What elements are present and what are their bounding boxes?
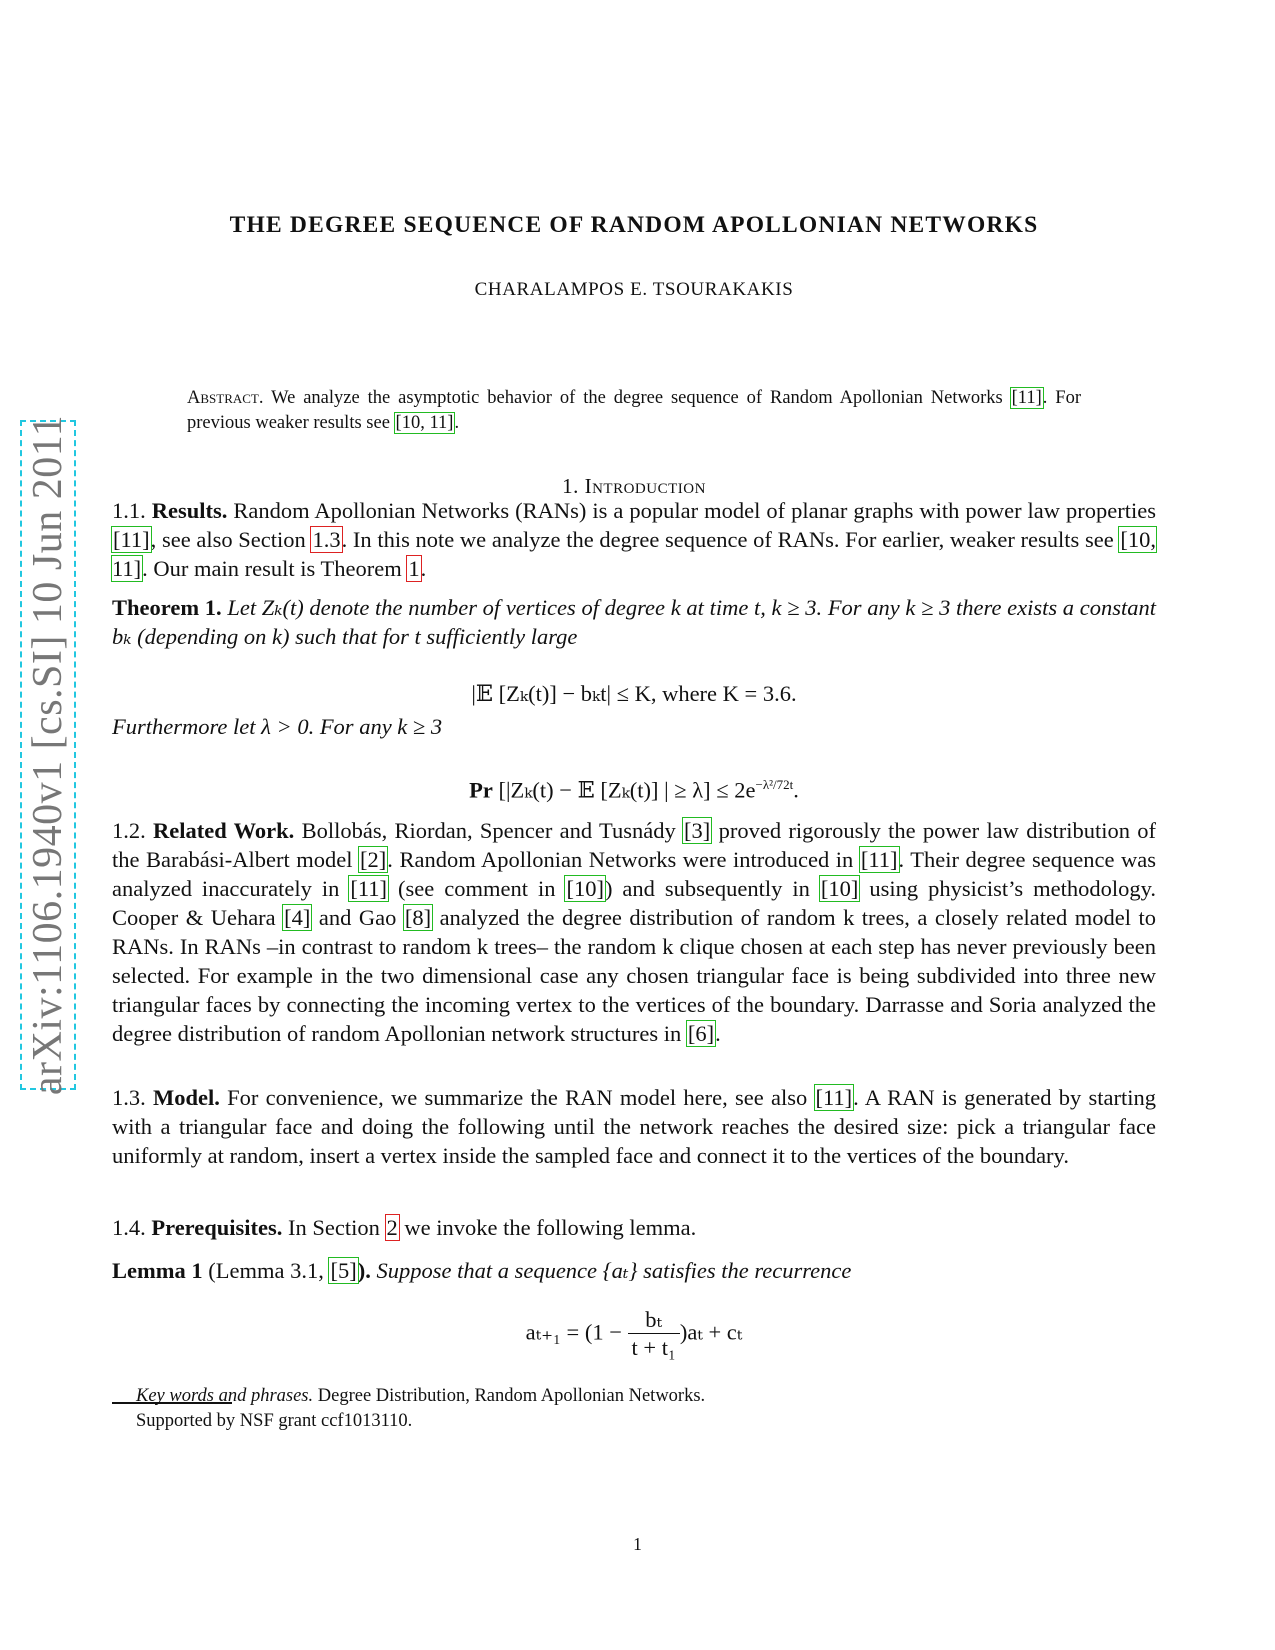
paragraph-text: Bollobás, Riordan, Spencer and Tusnády <box>301 818 676 843</box>
abstract-label: Abstract. <box>187 388 264 408</box>
paragraph-text: In Section <box>288 1215 380 1240</box>
paragraph-text: , see also Section <box>150 527 306 552</box>
subsection-number: 1.2. <box>112 818 146 843</box>
lemma-text: Suppose that a sequence {aₜ} satisfies the recurrence <box>376 1258 852 1283</box>
probability-operator: Pr <box>469 777 493 803</box>
section-number: 1. <box>562 474 579 498</box>
equation-fraction <box>628 1307 680 1362</box>
equation-body: [|Zₖ(t) − 𝔼 [Zₖ(t)] | ≥ λ] ≤ 2e <box>498 777 756 803</box>
citation-link[interactable]: [11] <box>860 847 898 872</box>
theorem-label: Theorem 1. <box>112 595 222 620</box>
abstract <box>187 386 1081 436</box>
paragraph-text: analyzed the degree distribution of random k trees, a closely related model to RANs. In RANs –in contrast to random k trees– the random k clique chosen at each step has never previously been selected. For example in the two dimensional case any chosen triangular face is being subdivided into three new triangular faces by connecting the incoming vertex to the vertices of the boundary. Darrasse and Soria analyzed the degree distribution of random Apollonian network structures in <box>112 905 1156 1046</box>
citation-link[interactable]: [5] <box>330 1258 357 1283</box>
equation-end: . <box>793 777 799 803</box>
section-ref-link[interactable]: 2 <box>386 1215 398 1240</box>
page-number: 1 <box>633 1534 642 1554</box>
paragraph-text: using physicist’s methodology. Cooper & Uehara <box>112 876 1157 930</box>
arxiv-stamp <box>20 414 76 1096</box>
section-ref-link[interactable]: 1.3 <box>312 527 341 552</box>
section-title: Introduction <box>584 474 706 498</box>
citation-link[interactable]: [11] <box>1011 388 1042 408</box>
arxiv-identifier: arXiv:1106.1940v1 [cs.SI] 10 Jun 2011 <box>25 414 71 1096</box>
paragraph-text: . <box>420 556 427 581</box>
subsection-heading: Related Work. <box>153 818 295 843</box>
fraction-numerator: bₜ <box>628 1307 680 1334</box>
subsection-number: 1.4. <box>112 1215 146 1240</box>
footnote-support: Supported by NSF grant ccf1013110. <box>136 1411 413 1431</box>
paragraph-text: . Their degree sequence was analyzed inaccurately in <box>112 847 1157 901</box>
abstract-text: . For previous weaker results see <box>187 388 1081 433</box>
citation-link[interactable]: [11] <box>350 876 388 901</box>
paragraph-text: and Gao <box>318 905 397 930</box>
equation-expectation: |𝔼 [Zₖ(t)] − bₖt| ≤ K, where K = 3.6. <box>471 681 797 706</box>
citation-link[interactable]: [6] <box>687 1021 715 1046</box>
citation-link[interactable]: [10, 11] <box>112 527 1157 581</box>
lemma-source-close: ). <box>357 1258 371 1283</box>
citation-link[interactable]: [2] <box>360 847 387 872</box>
subsection-heading: Model. <box>153 1085 220 1110</box>
subsection-heading: Results. <box>151 498 228 523</box>
citation-link[interactable]: [10, 11] <box>395 413 454 433</box>
model-paragraph <box>112 1083 1156 1170</box>
lemma-statement <box>112 1256 1156 1285</box>
theorem-text: Furthermore let λ > 0. For any k ≥ 3 <box>112 714 443 739</box>
paragraph-text: ) and subsequently in <box>604 876 810 901</box>
paragraph-text: . In this note we analyze the degree sequence of RANs. For earlier, weaker results see <box>341 527 1114 552</box>
theorem-continuation <box>112 712 1156 741</box>
paragraph-text: (see comment in <box>398 876 556 901</box>
paragraph-text: . Our main result is Theorem <box>142 556 402 581</box>
paragraph-text: . A RAN is generated by starting with a triangular face and doing the following until the network reaches the desired size: pick a triangular face uniformly at random, insert a vertex inside the sampled face and connect it to the vertices of the boundary. <box>112 1085 1157 1168</box>
subsection-number: 1.3. <box>112 1085 146 1110</box>
paragraph-text: For convenience, we summarize the RAN model here, see also <box>227 1085 808 1110</box>
prerequisites-paragraph <box>112 1213 1156 1242</box>
theorem-text: Let Zₖ(t) denote the number of vertices of degree k at time t, k ≥ 3. For any k ≥ 3 there exists a constant bₖ (depending on k) such that for t sufficiently large <box>112 595 1156 649</box>
citation-link[interactable]: [11] <box>113 527 150 552</box>
lemma-source: (Lemma 3.1, <box>208 1258 324 1283</box>
paper-author: CHARALAMPOS E. TSOURAKAKIS <box>474 279 794 300</box>
keywords-text: Degree Distribution, Random Apollonian Networks. <box>317 1386 706 1406</box>
citation-link[interactable]: [3] <box>684 818 711 843</box>
citation-link[interactable]: [8] <box>404 905 432 930</box>
citation-link[interactable]: [4] <box>284 905 311 930</box>
keywords-label: Key words and phrases. <box>136 1386 314 1406</box>
theorem-statement <box>112 593 1156 651</box>
paragraph-text: proved rigorously the power law distribution of the Barabási-Albert model <box>112 818 1157 872</box>
equation-lhs: aₜ₊₁ = (1 − <box>525 1319 622 1345</box>
citation-link[interactable]: [10] <box>566 876 604 901</box>
paragraph-text: . Random Apollonian Networks were introduced in <box>387 847 854 872</box>
abstract-text: . <box>454 413 460 433</box>
paragraph-text: Random Apollonian Networks (RANs) is a popular model of planar graphs with power law properties <box>233 498 1157 523</box>
equation-exponent: −λ²/72t <box>755 777 794 792</box>
related-work-paragraph <box>112 816 1156 1048</box>
lemma-label: Lemma 1 <box>112 1258 203 1283</box>
paper-title: THE DEGREE SEQUENCE OF RANDOM APOLLONIAN NETWORKS <box>229 212 1039 238</box>
citation-link[interactable]: [11] <box>815 1085 853 1110</box>
citation-link[interactable]: [10] <box>820 876 859 901</box>
subsection-number: 1.1. <box>112 498 146 523</box>
equation-concentration <box>112 770 1156 805</box>
results-paragraph <box>112 496 1156 583</box>
paragraph-text: . <box>715 1021 721 1046</box>
fraction-denominator: t + t₁ <box>631 1335 676 1360</box>
theorem-ref-link[interactable]: 1 <box>408 556 420 581</box>
footnote-keywords <box>136 1384 705 1408</box>
abstract-text: We analyze the asymptotic behavior of the degree sequence of Random Apollonian Networks <box>271 388 1003 408</box>
paragraph-text: we invoke the following lemma. <box>404 1215 697 1240</box>
equation-recurrence <box>112 1307 1156 1362</box>
equation-rhs: )aₜ + cₜ <box>679 1319 743 1345</box>
subsection-heading: Prerequisites. <box>151 1215 283 1240</box>
